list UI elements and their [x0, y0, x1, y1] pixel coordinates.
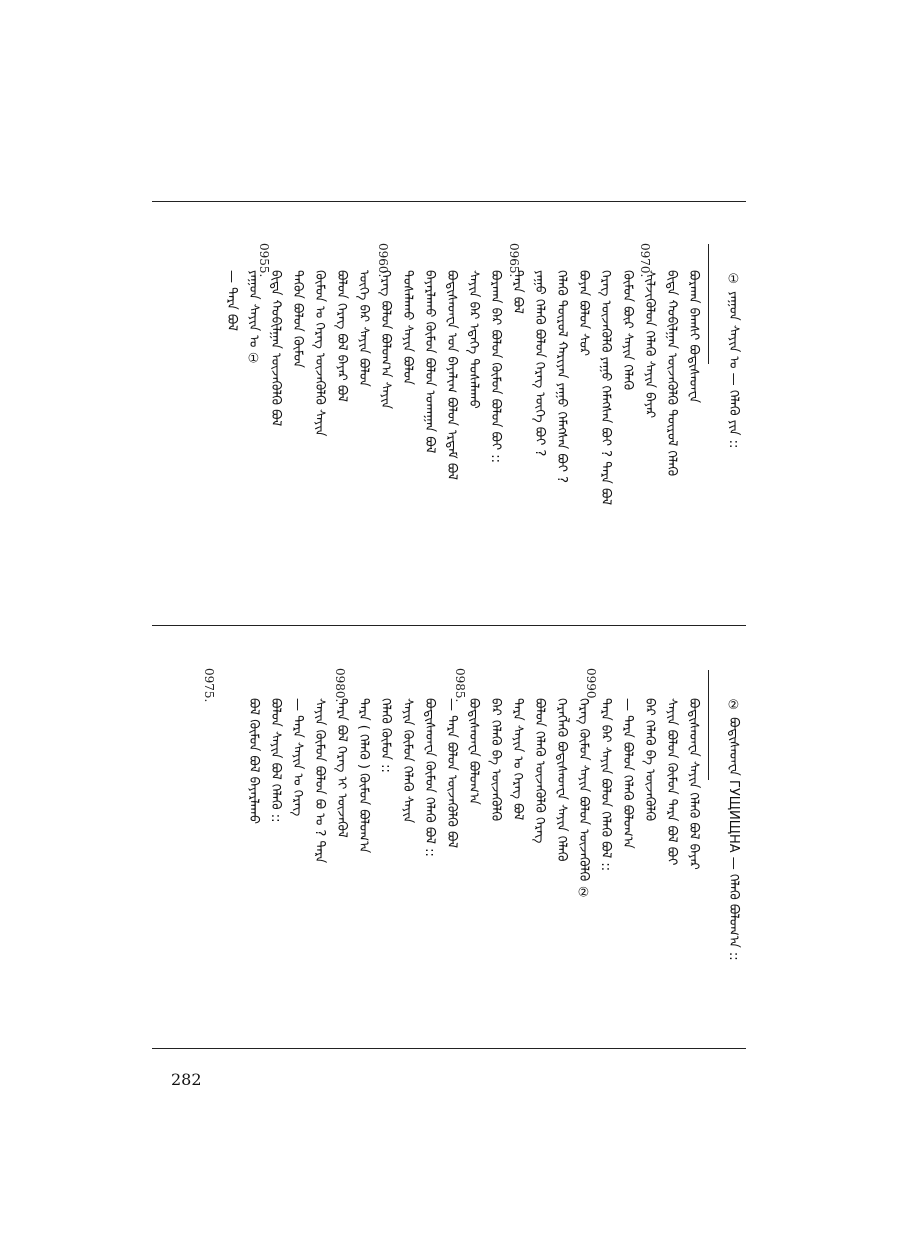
text-line: ᠬᠡᠷᠡᠭ ᠬᠦᠮᠦᠨ ᠰᠠᠶᠢᠨ ᠪᠣᠯᠤᠨ ᠦᠵᠡᠭᠦᠯᠬᠦ ② [576, 698, 591, 901]
top-rule [152, 201, 746, 202]
text-line: ᠰᠠᠶᠢᠨ ᠬᠦᠮᠦᠨ ᠬᠡᠯᠡᠬᠦ ᠰᠠᠶᠢᠨ [400, 698, 415, 824]
line-number: 0970. [638, 243, 652, 278]
text-line: — ᠲᠡᠷᠡ ᠪᠣᠯ [224, 270, 239, 332]
text-line: ᠪᠡᠷ ᠬᠡᠯᠡᠬᠦ ᠪᠠ ᠦᠵᠡᠭᠦᠯᠬᠦ [642, 698, 657, 822]
text-line: ᠰᠠᠶᠢᠨ ᠬᠦᠮᠦᠨ ᠪᠣᠯᠤᠨ ᠪᠣ ᠤ ? ᠲᠡᠷᠡ [312, 698, 327, 864]
text-line: ᠬᠡᠯᠡᠬᠦ ᠲᠥᠷᠥᠯ ᠬᠠᠷᠢᠶᠠᠨ ᠶᠠᠭᠤ ᠬᠡᠮᠡᠭᠰᠡᠨ ᠪᠣᠢ ? [554, 270, 569, 484]
top-footnote-rule [708, 244, 709, 364]
text-line: ᠲᠡᠭᠦᠨ ᠪᠣᠯᠤᠨ ᠬᠦᠮᠦᠨ [290, 270, 305, 368]
text-line: ᠬᠦᠮᠦᠨ ᠪᠦᠷ ᠰᠠᠶᠢᠨ ᠬᠡᠯᠡᠬᠦ [620, 270, 635, 391]
bottom-footnote-rule [708, 670, 709, 780]
line-number: 0975. [202, 668, 216, 703]
text-line: ᠪᠠᠶᠠᠷᠯᠠᠬᠤ ᠬᠦᠮᠦᠨ ᠪᠣᠯᠤᠨ ᠤᠬᠠᠭᠠᠨ ᠪᠣᠯ [422, 270, 437, 454]
text-line: ᠬᠡᠷᠡᠭᠯᠡᠬᠦ ᠪᠣᠳᠢᠰᠠᠳᠸᠠ ᠰᠠᠶᠢᠨ ᠬᠡᠯᠡᠬᠦ [554, 698, 569, 862]
text-line: ᠲᠡᠷᠡ ᠪᠣᠯ [510, 270, 525, 314]
text-line: ᠪᠣᠷᠬᠠᠨ ᠪᠠᠭᠰᠢ ᠪᠣᠳᠢᠰᠠᠳᠸᠠ [686, 270, 701, 404]
bottom-footnote [722, 698, 745, 961]
text-line: ᠬᠦᠮᠦᠨ ᠤ ᠬᠡᠷᠡᠭ ᠦᠵᠡᠭᠦᠯᠬᠦ ᠰᠠᠶᠢᠨ [312, 270, 327, 437]
line-number: 0990. [584, 668, 598, 703]
text-line: — ᠲᠡᠷᠡ ᠪᠣᠯᠤᠨ ᠦᠵᠡᠭᠦᠯᠬᠦ ᠪᠣᠯ [444, 698, 459, 849]
text-line: ᠪᠣᠳᠢᠰᠠᠳᠸᠠ ᠰᠠᠶᠢᠨ ᠬᠡᠯᠡᠬᠦ ᠪᠣᠯ ᠪᠠᠶᠠᠷ [686, 698, 701, 870]
text-line: ᠬᠡᠯᠡᠬᠦ ᠬᠦᠮᠦᠨ :: [378, 698, 393, 773]
text-line: ᠪᠣᠯᠤᠨ ᠬᠡᠯᠡᠬᠦ ᠦᠵᠡᠭᠦᠯᠬᠦ ᠬᠡᠷᠡᠭ [532, 698, 547, 844]
text-line: ᠰᠢᠯᠵᠢᠭᠦᠯᠦᠨ ᠬᠡᠯᠡᠬᠦ ᠰᠠᠶᠢᠨ ᠪᠠᠶᠠᠷ [642, 270, 657, 419]
text-line: ᠲᠡᠷᠡ ᠰᠠᠶᠢᠨ ᠤ ᠬᠡᠷᠡᠭ ᠪᠣᠯ [510, 698, 525, 821]
text-line: ᠪᠣᠳᠢᠰᠠᠳᠸᠠ ᠪᠣᠯᠤᠭ᠎ᠠ [466, 698, 481, 805]
text-line: ᠲᠡᠷᠡ ᠪᠣᠯ ᠬᠡᠷᠡᠭ ᠢ ᠦᠵᠡᠭᠦᠯ [334, 698, 349, 838]
text-line: ᠶᠠᠭᠤᠨ ᠰᠠᠶᠢᠨ ᠤ ① [246, 270, 261, 367]
text-line: ᠦᠭᠡ ᠪᠡᠷ ᠰᠠᠶᠢᠨ ᠪᠣᠯᠤᠨ [356, 270, 371, 387]
line-number: 0960. [376, 243, 390, 278]
text-line: ᠲᠡᠷᠡ ( ᠬᠡᠯᠡᠬᠦ ) ᠬᠦᠮᠦᠨ ᠪᠣᠯᠤᠭ᠎ᠠ [356, 698, 371, 854]
text-line: ᠬᠡᠷᠡᠭ ᠪᠣᠯᠤᠨ ᠪᠣᠯᠤᠭ᠎ᠠ ᠰᠠᠶᠢᠨ [378, 270, 393, 410]
text-line: ᠲᠤᠰᠠᠯᠠᠬᠤ ᠰᠠᠶᠢᠨ ᠪᠣᠯᠤᠨ [400, 270, 415, 385]
text-line: ᠪᠣᠯᠤᠨ ᠬᠡᠷᠡᠭ ᠪᠣᠯ ᠪᠠᠶᠠᠷ ᠪᠣᠯ [334, 270, 349, 403]
footnote-text: ᠪᠣᠳᠢᠰᠠᠳᠸᠠ ГУЩИЩНА — ᠬᠡᠯᠡᠬᠦ ᠪᠣᠯᠤᠭ᠎ᠠ :: [726, 717, 741, 961]
line-number: 0980. [333, 668, 347, 703]
footnote-mark: ② [726, 698, 741, 713]
line-number: 0965. [507, 243, 521, 278]
text-line: ᠪᠡᠷ ᠬᠡᠯᠡᠬᠦ ᠪᠠ ᠦᠵᠡᠭᠦᠯᠬᠦ [488, 698, 503, 822]
text-line: ᠪᠢᠳᠡ ᠬᠤᠪᠢᠯᠭᠠᠨ ᠦᠵᠡᠭᠦᠯᠬᠦ ᠪᠣᠯ [268, 270, 283, 427]
text-line: — ᠲᠡᠷᠡ ᠰᠠᠶᠢᠨ ᠤ ᠬᠡᠷᠡᠭ [290, 698, 305, 817]
line-number: 0955. [257, 243, 271, 278]
text-line: ᠪᠣᠯᠤᠨ ᠰᠠᠶᠢᠨ ᠪᠣᠯ ᠬᠡᠯᠡᠬᠦ :: [268, 698, 283, 823]
middle-rule [152, 625, 746, 626]
text-line: ᠬᠡᠷᠡᠭ ᠦᠵᠡᠭᠦᠯᠬᠦ ᠶᠠᠭᠤ ᠬᠡᠮᠡᠭᠰᠡᠨ ᠪᠣᠢ ? ᠲᠡᠷᠡ ᠪᠣᠯ [598, 270, 613, 506]
text-line: ᠪᠢᠳᠡ ᠬᠤᠪᠢᠯᠭᠠᠨ ᠦᠵᠡᠭᠦᠯᠬᠦ ᠲᠥᠷᠥᠯ ᠬᠡᠯᠡᠬᠦ [664, 270, 679, 477]
text-line: ᠲᠡᠷᠡ ᠪᠡᠷ ᠰᠠᠶᠢᠨ ᠪᠣᠯᠤᠨ ᠬᠡᠯᠡᠬᠦ ᠪᠣᠯ :: [598, 698, 613, 872]
text-line: ᠶᠠᠭᠤ ᠬᠡᠯᠡᠬᠦ ᠪᠣᠯᠤᠨ ᠬᠡᠷᠡᠭ ᠦᠭᠡ ᠪᠣᠢ ? [532, 270, 547, 457]
text-line: ᠪᠣᠳᠢᠰᠠᠳᠸᠠ ᠤᠨ ᠪᠠᠶᠠᠯᠢᠭ ᠪᠣᠯᠤᠨ ᠡᠷᠳᠡᠮ ᠪᠣᠯ [444, 270, 459, 480]
text-line: ᠰᠠᠶᠢᠨ ᠪᠣᠯᠤᠨ ᠬᠦᠮᠦᠨ ᠲᠡᠷᠡ ᠪᠣᠯ ᠪᠣᠢ [664, 698, 679, 866]
text-line: ᠪᠣᠯ ᠬᠦᠮᠦᠨ ᠪᠣᠯ ᠪᠠᠶᠠᠷᠯᠠᠬᠤ [246, 698, 261, 824]
text-line: ᠪᠤᠶᠠᠨ ᠪᠣᠯᠤᠨ ᠰᠤᠷ [576, 270, 591, 356]
page-number: 282 [171, 1070, 202, 1089]
footnote-mark: ① [726, 272, 741, 287]
text-line: ᠰᠠᠶᠢᠨ ᠪᠡᠷ ᠡᠳᠡᠭᠡ ᠲᠤᠰᠠᠯᠠᠬᠤ [466, 270, 481, 409]
text-line: ᠪᠣᠷᠬᠠᠨ ᠪᠡᠷ ᠪᠣᠯᠤᠨ ᠬᠦᠮᠦᠨ ᠪᠣᠯᠤᠨ ᠪᠣᠢ :: [488, 270, 503, 464]
line-number: 0985. [453, 668, 467, 703]
top-footnote [722, 272, 745, 448]
text-line: ᠪᠣᠳᠢᠰᠠᠳᠸᠠ ᠬᠦᠮᠦᠨ ᠬᠡᠯᠡᠬᠦ ᠪᠣᠯ :: [422, 698, 437, 857]
bottom-rule [152, 1048, 746, 1049]
text-line: — ᠲᠡᠷᠡ ᠪᠣᠯᠤᠨ ᠬᠡᠯᠡᠬᠦ ᠪᠣᠯᠤᠭ᠎ᠠ [620, 698, 635, 849]
footnote-text: ᠶᠠᠭᠤᠨ ᠰᠠᠶᠢᠨ ᠤ — ᠬᠡᠯᠡᠬᠦ ᠶᠢᠨ :: [726, 291, 741, 449]
